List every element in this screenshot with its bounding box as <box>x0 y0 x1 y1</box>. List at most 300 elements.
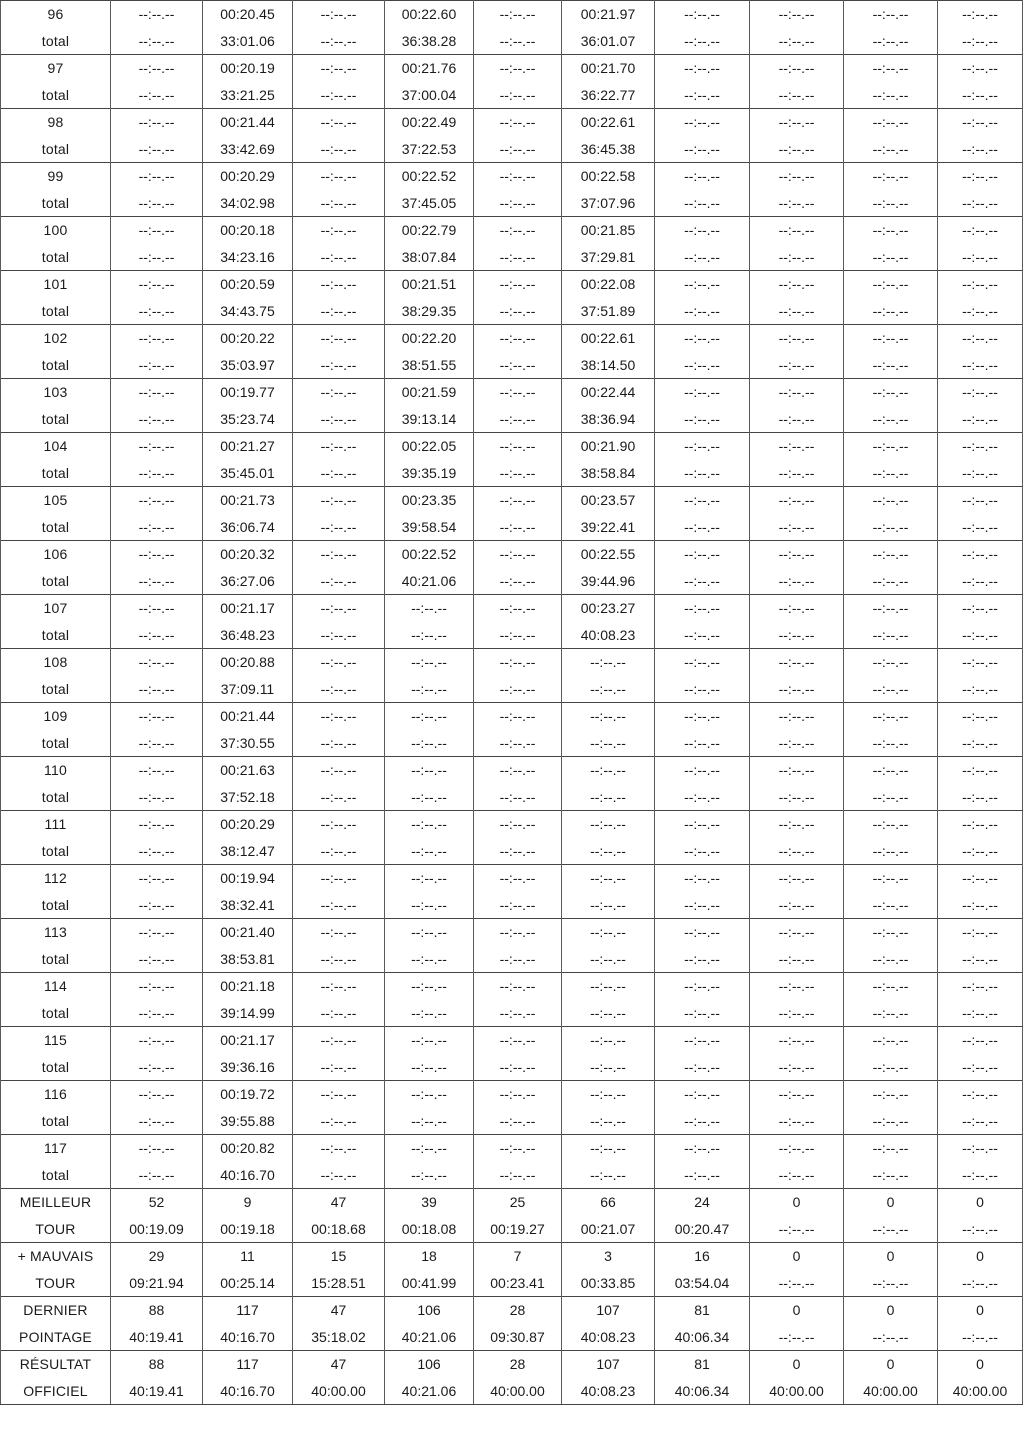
lap-time-cell: 00:21.44 <box>203 109 293 136</box>
lap-time-cell: --:--.-- <box>938 1027 1023 1054</box>
cumulative-time-cell: 35:45.01 <box>203 460 293 487</box>
lap-time-cell: --:--.-- <box>750 109 844 136</box>
lap-time-cell: --:--.-- <box>293 1135 385 1162</box>
cumulative-time-cell: 38:29.35 <box>385 298 474 325</box>
lap-time-cell: --:--.-- <box>474 919 562 946</box>
cumulative-time-cell: --:--.-- <box>750 244 844 271</box>
lap-time-cell: --:--.-- <box>474 757 562 784</box>
lap-time-cell: --:--.-- <box>474 325 562 352</box>
cumulative-time-cell: --:--.-- <box>750 514 844 541</box>
cumulative-time-cell: --:--.-- <box>111 136 203 163</box>
summary-lap-cell: 0 <box>844 1243 938 1270</box>
cumulative-time-cell: --:--.-- <box>655 460 750 487</box>
summary-label: OFFICIEL <box>1 1378 111 1405</box>
lap-time-cell: --:--.-- <box>111 595 203 622</box>
lap-time-cell: --:--.-- <box>293 433 385 460</box>
summary-lap-cell: 0 <box>844 1189 938 1216</box>
lap-time-cell: --:--.-- <box>938 865 1023 892</box>
lap-time-cell: --:--.-- <box>385 865 474 892</box>
lap-time-cell: --:--.-- <box>655 811 750 838</box>
cumulative-time-cell: 37:52.18 <box>203 784 293 811</box>
cumulative-time-cell: --:--.-- <box>844 190 938 217</box>
lap-time-cell: --:--.-- <box>562 1081 655 1108</box>
summary-lap-cell: 0 <box>750 1297 844 1324</box>
cumulative-time-cell: --:--.-- <box>844 82 938 109</box>
summary-label: RÉSULTAT <box>1 1351 111 1378</box>
lap-time-cell: --:--.-- <box>750 487 844 514</box>
cumulative-time-cell: --:--.-- <box>938 82 1023 109</box>
lap-time-cell: --:--.-- <box>111 919 203 946</box>
cumulative-time-cell: --:--.-- <box>750 1108 844 1135</box>
total-label: total <box>1 1162 111 1189</box>
cumulative-time-cell: --:--.-- <box>111 460 203 487</box>
cumulative-time-cell: --:--.-- <box>474 460 562 487</box>
lap-time-cell: --:--.-- <box>293 595 385 622</box>
lap-time-cell: --:--.-- <box>474 973 562 1000</box>
cumulative-time-cell: 39:36.16 <box>203 1054 293 1081</box>
cumulative-time-cell: 40:08.23 <box>562 622 655 649</box>
lap-time-cell: --:--.-- <box>474 217 562 244</box>
lap-time-cell: --:--.-- <box>293 379 385 406</box>
cumulative-time-cell: --:--.-- <box>385 676 474 703</box>
cumulative-time-cell: --:--.-- <box>844 838 938 865</box>
cumulative-time-cell: --:--.-- <box>293 946 385 973</box>
lap-time-cell: 00:19.94 <box>203 865 293 892</box>
cumulative-time-cell: --:--.-- <box>750 82 844 109</box>
cumulative-time-cell: --:--.-- <box>385 784 474 811</box>
summary-lap-cell: 117 <box>203 1297 293 1324</box>
cumulative-time-cell: --:--.-- <box>938 244 1023 271</box>
lap-time-cell: --:--.-- <box>750 55 844 82</box>
cumulative-time-cell: --:--.-- <box>293 514 385 541</box>
summary-row <box>1 1270 1023 1297</box>
cumulative-time-cell: 39:35.19 <box>385 460 474 487</box>
lap-time-cell: 00:21.18 <box>203 973 293 1000</box>
lap-time-cell: --:--.-- <box>293 541 385 568</box>
cumulative-time-cell: --:--.-- <box>111 1108 203 1135</box>
lap-time-cell: --:--.-- <box>844 433 938 460</box>
lap-time-cell: --:--.-- <box>111 487 203 514</box>
cumulative-time-cell: --:--.-- <box>385 838 474 865</box>
cumulative-time-cell: --:--.-- <box>750 838 844 865</box>
lap-time-cell: --:--.-- <box>750 1027 844 1054</box>
cumulative-time-cell: 39:22.41 <box>562 514 655 541</box>
lap-time-cell: 00:21.27 <box>203 433 293 460</box>
lap-total-row <box>1 1108 1023 1135</box>
lap-time-cell: --:--.-- <box>655 433 750 460</box>
lap-time-cell: --:--.-- <box>750 163 844 190</box>
lap-row <box>1 1 1023 28</box>
lap-time-cell: --:--.-- <box>938 271 1023 298</box>
cumulative-time-cell: --:--.-- <box>750 946 844 973</box>
cumulative-time-cell: --:--.-- <box>474 1000 562 1027</box>
lap-total-row <box>1 946 1023 973</box>
lap-number: 106 <box>1 541 111 568</box>
cumulative-time-cell: --:--.-- <box>655 28 750 55</box>
cumulative-time-cell: --:--.-- <box>474 1162 562 1189</box>
lap-time-cell: --:--.-- <box>293 109 385 136</box>
lap-time-cell: --:--.-- <box>111 757 203 784</box>
lap-time-cell: --:--.-- <box>844 163 938 190</box>
lap-time-cell: --:--.-- <box>385 1135 474 1162</box>
cumulative-time-cell: --:--.-- <box>293 1054 385 1081</box>
cumulative-time-cell: --:--.-- <box>655 892 750 919</box>
summary-lap-cell: 0 <box>750 1189 844 1216</box>
cumulative-time-cell: 37:22.53 <box>385 136 474 163</box>
summary-lap-cell: 0 <box>938 1243 1023 1270</box>
lap-time-cell: --:--.-- <box>293 865 385 892</box>
total-label: total <box>1 1108 111 1135</box>
cumulative-time-cell: --:--.-- <box>474 730 562 757</box>
summary-time-cell: 40:21.06 <box>385 1324 474 1351</box>
cumulative-time-cell: --:--.-- <box>938 784 1023 811</box>
summary-time-cell: 00:19.18 <box>203 1216 293 1243</box>
lap-row <box>1 757 1023 784</box>
lap-time-cell: --:--.-- <box>938 595 1023 622</box>
summary-time-cell: --:--.-- <box>938 1324 1023 1351</box>
cumulative-time-cell: 34:02.98 <box>203 190 293 217</box>
cumulative-time-cell: --:--.-- <box>474 1054 562 1081</box>
lap-time-cell: --:--.-- <box>474 271 562 298</box>
total-label: total <box>1 1054 111 1081</box>
cumulative-time-cell: --:--.-- <box>293 730 385 757</box>
cumulative-time-cell: --:--.-- <box>293 568 385 595</box>
cumulative-time-cell: --:--.-- <box>111 892 203 919</box>
lap-time-cell: --:--.-- <box>293 757 385 784</box>
cumulative-time-cell: --:--.-- <box>844 622 938 649</box>
lap-time-cell: --:--.-- <box>655 271 750 298</box>
summary-row <box>1 1297 1023 1324</box>
cumulative-time-cell: --:--.-- <box>655 838 750 865</box>
cumulative-time-cell: --:--.-- <box>562 1162 655 1189</box>
cumulative-time-cell: 40:21.06 <box>385 568 474 595</box>
cumulative-time-cell: --:--.-- <box>474 82 562 109</box>
cumulative-time-cell: 38:07.84 <box>385 244 474 271</box>
cumulative-time-cell: 38:14.50 <box>562 352 655 379</box>
lap-time-cell: 00:22.20 <box>385 325 474 352</box>
lap-time-cell: --:--.-- <box>655 109 750 136</box>
lap-time-cell: --:--.-- <box>474 649 562 676</box>
cumulative-time-cell: --:--.-- <box>938 352 1023 379</box>
lap-total-row <box>1 190 1023 217</box>
total-label: total <box>1 190 111 217</box>
lap-row <box>1 1027 1023 1054</box>
lap-time-cell: --:--.-- <box>293 1 385 28</box>
lap-total-row <box>1 298 1023 325</box>
summary-time-cell: --:--.-- <box>938 1270 1023 1297</box>
lap-row <box>1 595 1023 622</box>
lap-time-cell: --:--.-- <box>655 217 750 244</box>
lap-time-cell: --:--.-- <box>844 1027 938 1054</box>
lap-time-cell: 00:23.35 <box>385 487 474 514</box>
lap-total-row <box>1 892 1023 919</box>
summary-time-cell: --:--.-- <box>844 1324 938 1351</box>
cumulative-time-cell: 36:01.07 <box>562 28 655 55</box>
cumulative-time-cell: --:--.-- <box>655 298 750 325</box>
summary-lap-cell: 117 <box>203 1351 293 1378</box>
summary-lap-cell: 24 <box>655 1189 750 1216</box>
lap-number: 112 <box>1 865 111 892</box>
lap-number: 98 <box>1 109 111 136</box>
lap-time-cell: --:--.-- <box>938 757 1023 784</box>
summary-lap-cell: 0 <box>844 1351 938 1378</box>
lap-time-cell: --:--.-- <box>938 433 1023 460</box>
lap-time-cell: --:--.-- <box>750 541 844 568</box>
cumulative-time-cell: --:--.-- <box>938 676 1023 703</box>
lap-time-cell: --:--.-- <box>750 757 844 784</box>
summary-time-cell: --:--.-- <box>938 1216 1023 1243</box>
cumulative-time-cell: --:--.-- <box>111 244 203 271</box>
summary-label: POINTAGE <box>1 1324 111 1351</box>
lap-time-cell: --:--.-- <box>293 217 385 244</box>
lap-time-cell: --:--.-- <box>474 55 562 82</box>
cumulative-time-cell: --:--.-- <box>111 1054 203 1081</box>
cumulative-time-cell: 37:00.04 <box>385 82 474 109</box>
cumulative-time-cell: --:--.-- <box>844 298 938 325</box>
lap-time-cell: --:--.-- <box>111 865 203 892</box>
summary-time-cell: 40:06.34 <box>655 1324 750 1351</box>
total-label: total <box>1 622 111 649</box>
lap-time-cell: --:--.-- <box>844 271 938 298</box>
lap-time-cell: --:--.-- <box>111 55 203 82</box>
cumulative-time-cell: --:--.-- <box>655 82 750 109</box>
cumulative-time-cell: --:--.-- <box>844 892 938 919</box>
cumulative-time-cell: 40:16.70 <box>203 1162 293 1189</box>
lap-time-cell: --:--.-- <box>938 163 1023 190</box>
cumulative-time-cell: --:--.-- <box>293 28 385 55</box>
summary-time-cell: 40:00.00 <box>474 1378 562 1405</box>
lap-time-cell: --:--.-- <box>938 703 1023 730</box>
cumulative-time-cell: 36:45.38 <box>562 136 655 163</box>
cumulative-time-cell: --:--.-- <box>655 622 750 649</box>
lap-row <box>1 919 1023 946</box>
summary-time-cell: 00:41.99 <box>385 1270 474 1297</box>
lap-time-cell: --:--.-- <box>385 1081 474 1108</box>
lap-time-cell: 00:22.79 <box>385 217 474 244</box>
lap-time-cell: --:--.-- <box>844 487 938 514</box>
summary-row <box>1 1378 1023 1405</box>
cumulative-time-cell: --:--.-- <box>111 352 203 379</box>
summary-row <box>1 1351 1023 1378</box>
cumulative-time-cell: --:--.-- <box>750 28 844 55</box>
summary-time-cell: --:--.-- <box>750 1270 844 1297</box>
summary-label: TOUR <box>1 1216 111 1243</box>
cumulative-time-cell: --:--.-- <box>750 622 844 649</box>
lap-number: 96 <box>1 1 111 28</box>
cumulative-time-cell: --:--.-- <box>293 352 385 379</box>
lap-time-cell: --:--.-- <box>844 55 938 82</box>
summary-time-cell: 00:21.07 <box>562 1216 655 1243</box>
total-label: total <box>1 892 111 919</box>
lap-time-cell: --:--.-- <box>562 865 655 892</box>
lap-number: 101 <box>1 271 111 298</box>
cumulative-time-cell: --:--.-- <box>844 946 938 973</box>
cumulative-time-cell: --:--.-- <box>385 1054 474 1081</box>
lap-number: 105 <box>1 487 111 514</box>
cumulative-time-cell: --:--.-- <box>474 190 562 217</box>
summary-lap-cell: 88 <box>111 1297 203 1324</box>
summary-lap-cell: 0 <box>750 1351 844 1378</box>
lap-time-cell: --:--.-- <box>385 703 474 730</box>
lap-time-cell: 00:21.44 <box>203 703 293 730</box>
total-label: total <box>1 352 111 379</box>
lap-row <box>1 109 1023 136</box>
lap-time-cell: --:--.-- <box>293 973 385 1000</box>
cumulative-time-cell: --:--.-- <box>844 676 938 703</box>
lap-time-cell: --:--.-- <box>474 379 562 406</box>
summary-time-cell: --:--.-- <box>844 1216 938 1243</box>
lap-time-cell: --:--.-- <box>111 433 203 460</box>
summary-lap-cell: 28 <box>474 1351 562 1378</box>
lap-total-row <box>1 784 1023 811</box>
lap-time-cell: --:--.-- <box>293 703 385 730</box>
lap-number: 97 <box>1 55 111 82</box>
lap-time-cell: --:--.-- <box>111 811 203 838</box>
cumulative-time-cell: --:--.-- <box>750 568 844 595</box>
lap-time-cell: --:--.-- <box>844 703 938 730</box>
lap-time-cell: --:--.-- <box>293 163 385 190</box>
lap-time-cell: --:--.-- <box>938 973 1023 1000</box>
lap-total-row <box>1 244 1023 271</box>
lap-time-cell: --:--.-- <box>111 1027 203 1054</box>
summary-time-cell: 40:08.23 <box>562 1378 655 1405</box>
total-label: total <box>1 244 111 271</box>
lap-time-cell: --:--.-- <box>750 595 844 622</box>
summary-lap-cell: 39 <box>385 1189 474 1216</box>
cumulative-time-cell: --:--.-- <box>474 1108 562 1135</box>
summary-lap-cell: 47 <box>293 1351 385 1378</box>
cumulative-time-cell: 33:21.25 <box>203 82 293 109</box>
cumulative-time-cell: --:--.-- <box>938 406 1023 433</box>
cumulative-time-cell: --:--.-- <box>938 892 1023 919</box>
lap-row <box>1 487 1023 514</box>
total-label: total <box>1 730 111 757</box>
cumulative-time-cell: --:--.-- <box>938 1162 1023 1189</box>
summary-lap-cell: 7 <box>474 1243 562 1270</box>
lap-time-cell: --:--.-- <box>474 163 562 190</box>
summary-time-cell: 40:00.00 <box>844 1378 938 1405</box>
cumulative-time-cell: --:--.-- <box>938 1108 1023 1135</box>
lap-time-cell: --:--.-- <box>655 973 750 1000</box>
summary-time-cell: 40:19.41 <box>111 1324 203 1351</box>
lap-time-cell: 00:21.40 <box>203 919 293 946</box>
summary-lap-cell: 106 <box>385 1297 474 1324</box>
lap-time-cell: --:--.-- <box>938 811 1023 838</box>
cumulative-time-cell: 33:01.06 <box>203 28 293 55</box>
lap-time-cell: --:--.-- <box>111 1081 203 1108</box>
lap-time-cell: --:--.-- <box>293 919 385 946</box>
lap-time-cell: --:--.-- <box>111 379 203 406</box>
cumulative-time-cell: --:--.-- <box>938 838 1023 865</box>
summary-lap-cell: 16 <box>655 1243 750 1270</box>
cumulative-time-cell: 39:13.14 <box>385 406 474 433</box>
lap-time-cell: --:--.-- <box>474 109 562 136</box>
lap-time-cell: --:--.-- <box>655 325 750 352</box>
cumulative-time-cell: 34:43.75 <box>203 298 293 325</box>
cumulative-time-cell: --:--.-- <box>655 136 750 163</box>
cumulative-time-cell: --:--.-- <box>655 946 750 973</box>
cumulative-time-cell: 37:29.81 <box>562 244 655 271</box>
total-label: total <box>1 460 111 487</box>
cumulative-time-cell: --:--.-- <box>750 784 844 811</box>
lap-time-cell: --:--.-- <box>385 973 474 1000</box>
summary-time-cell: 40:00.00 <box>750 1378 844 1405</box>
cumulative-time-cell: --:--.-- <box>111 946 203 973</box>
summary-time-cell: 00:25.14 <box>203 1270 293 1297</box>
lap-total-row <box>1 406 1023 433</box>
cumulative-time-cell: --:--.-- <box>385 892 474 919</box>
lap-time-cell: 00:20.45 <box>203 1 293 28</box>
cumulative-time-cell: --:--.-- <box>655 1000 750 1027</box>
lap-total-row <box>1 514 1023 541</box>
cumulative-time-cell: --:--.-- <box>750 190 844 217</box>
cumulative-time-cell: --:--.-- <box>750 1054 844 1081</box>
lap-time-cell: --:--.-- <box>844 1081 938 1108</box>
lap-time-cell: --:--.-- <box>750 919 844 946</box>
cumulative-time-cell: --:--.-- <box>938 568 1023 595</box>
lap-number: 111 <box>1 811 111 838</box>
lap-time-cell: 00:22.55 <box>562 541 655 568</box>
summary-lap-cell: 47 <box>293 1189 385 1216</box>
cumulative-time-cell: --:--.-- <box>655 784 750 811</box>
lap-time-cell: --:--.-- <box>562 919 655 946</box>
lap-time-cell: --:--.-- <box>750 811 844 838</box>
cumulative-time-cell: --:--.-- <box>111 190 203 217</box>
cumulative-time-cell: --:--.-- <box>938 1000 1023 1027</box>
lap-row <box>1 55 1023 82</box>
summary-time-cell: 40:00.00 <box>293 1378 385 1405</box>
lap-row <box>1 649 1023 676</box>
summary-time-cell: 00:19.27 <box>474 1216 562 1243</box>
total-label: total <box>1 838 111 865</box>
summary-lap-cell: 29 <box>111 1243 203 1270</box>
lap-time-cell: --:--.-- <box>111 325 203 352</box>
lap-time-cell: --:--.-- <box>844 811 938 838</box>
lap-time-cell: --:--.-- <box>750 1 844 28</box>
cumulative-time-cell: --:--.-- <box>750 298 844 325</box>
lap-time-cell: --:--.-- <box>938 1 1023 28</box>
cumulative-time-cell: --:--.-- <box>938 190 1023 217</box>
cumulative-time-cell: --:--.-- <box>385 946 474 973</box>
summary-time-cell: --:--.-- <box>844 1270 938 1297</box>
summary-lap-cell: 9 <box>203 1189 293 1216</box>
lap-number: 99 <box>1 163 111 190</box>
total-label: total <box>1 136 111 163</box>
lap-time-cell: --:--.-- <box>938 55 1023 82</box>
lap-time-cell: --:--.-- <box>938 649 1023 676</box>
summary-time-cell: 40:21.06 <box>385 1378 474 1405</box>
lap-time-cell: --:--.-- <box>938 109 1023 136</box>
lap-time-cell: --:--.-- <box>293 55 385 82</box>
cumulative-time-cell: --:--.-- <box>655 1162 750 1189</box>
cumulative-time-cell: --:--.-- <box>938 622 1023 649</box>
cumulative-time-cell: --:--.-- <box>293 1108 385 1135</box>
cumulative-time-cell: --:--.-- <box>293 676 385 703</box>
cumulative-time-cell: --:--.-- <box>111 514 203 541</box>
total-label: total <box>1 676 111 703</box>
summary-lap-cell: 25 <box>474 1189 562 1216</box>
lap-time-cell: --:--.-- <box>844 1135 938 1162</box>
cumulative-time-cell: --:--.-- <box>844 568 938 595</box>
lap-time-cell: --:--.-- <box>293 811 385 838</box>
lap-time-cell: --:--.-- <box>655 865 750 892</box>
cumulative-time-cell: 39:58.54 <box>385 514 474 541</box>
cumulative-time-cell: 37:51.89 <box>562 298 655 325</box>
lap-time-cell: --:--.-- <box>844 649 938 676</box>
cumulative-time-cell: --:--.-- <box>655 1108 750 1135</box>
lap-time-cell: 00:22.08 <box>562 271 655 298</box>
lap-total-row <box>1 730 1023 757</box>
